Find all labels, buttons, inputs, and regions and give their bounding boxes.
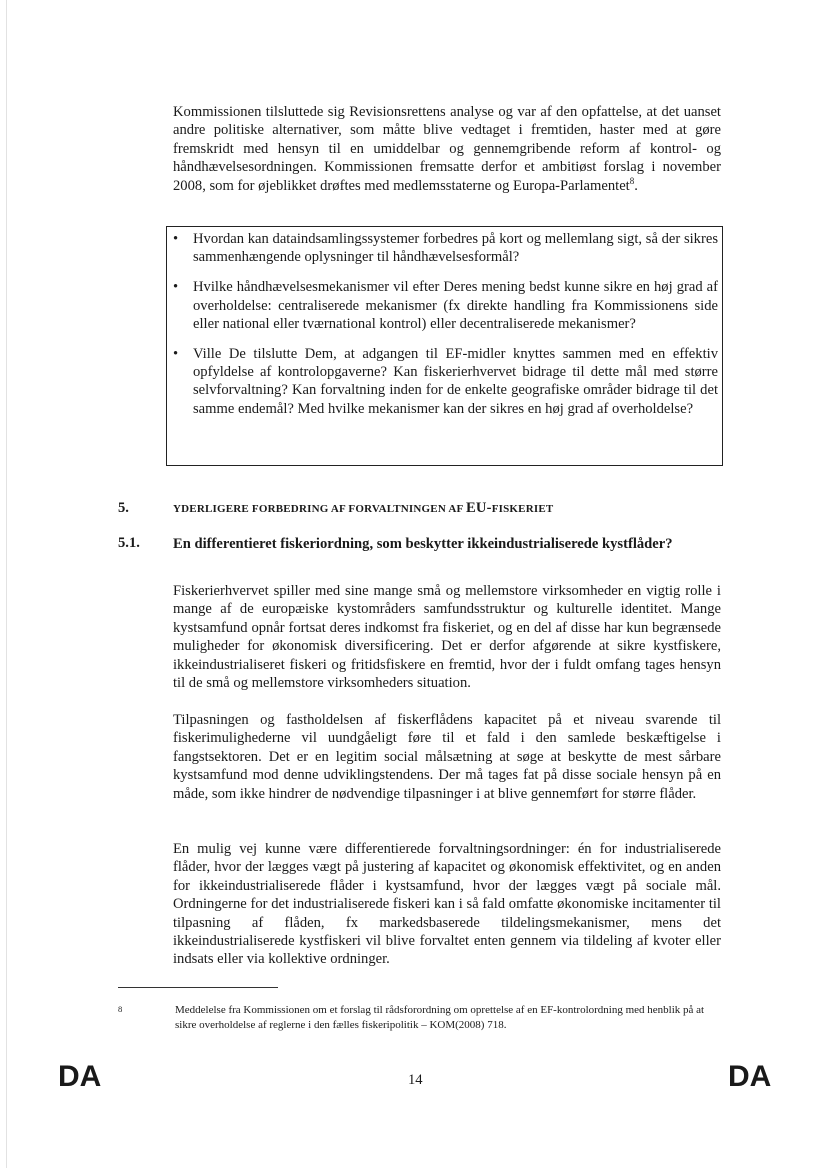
page-number: 14: [408, 1072, 423, 1088]
section-5-1-title: En differentieret fiskeriordning, som beskytter ikkeindustrialiserede kystflåder?: [173, 536, 673, 552]
question-text: Ville De tilslutte Dem, at adgangen til EF-midler knyttes sammen med en effektiv opfyldelse af kontrolopgaverne? Kan fiskerierhvervet bidrage til dette mål med større selvforvaltning? Kan forvaltning inden for de enkelte geografiske områder bidrage til det samme endemål? Med hvilke mekanismer kan der sikres en høj grad af overholdelse?: [193, 346, 718, 417]
bullet-icon: •: [173, 231, 179, 247]
body-paragraph: En mulig vej kunne være differentierede forvaltningsordninger: én for industrialiserede flåder, hvor der lægges vægt på justering af kapacitet og økonomisk effektivitet, og en anden for ikkeindustrialiserede flåder i kystsamfund, hvor der lægges vægt på sociale mål. Ordningerne for det industrialiserede fiskeri kan i så fald omfatte økonomiske incitamenter til tilpasning af flåden, fx markedsbaserede tildelingsmekanismer, mens det ikkeindustrialiserede kystfiskeri vil blive forvaltet enten gennem via tildeling af kvoter eller indsats eller via kollektive ordninger.: [173, 841, 721, 968]
intro-paragraph-text: Kommissionen tilsluttede sig Revisionsrettens analyse og var af den opfattelse, at det uanset andre politiske alternativer, som måtte blive vedtaget i fremtiden, haster med at gøre fremskridt med hensyn til en umiddelbar og gennemgribende reform af kontrol- og håndhævelsesordningen. Kommissionen fremsatte derfor et ambitiøst forslag i november 2008, som for øjeblikket drøftes med medlemsstaterne og Europa-Parlamentet: [173, 104, 721, 194]
footnote-divider: [118, 987, 278, 988]
section-5-1-number: 5.1.: [118, 535, 140, 551]
footnote-number: 8: [118, 1004, 123, 1014]
section-5-title-part: YDERLIGERE FORBEDRING AF FORVALTNINGEN AF: [173, 503, 466, 515]
section-5-title: [173, 500, 553, 517]
question-item: [173, 230, 718, 266]
language-code-right: DA: [728, 1060, 772, 1093]
section-5-title-part: FISKERIET: [491, 503, 554, 515]
question-item: [173, 278, 718, 333]
language-code-left: DA: [58, 1060, 102, 1093]
bullet-icon: •: [173, 279, 179, 296]
intro-paragraph: [173, 103, 721, 195]
bullet-icon: •: [173, 346, 179, 363]
section-5-number: 5.: [118, 500, 129, 516]
section-5-title-part: EU-: [465, 500, 492, 516]
intro-paragraph-end: .: [634, 177, 638, 194]
body-paragraph: Tilpasningen og fastholdelsen af fiskerflådens kapacitet på et niveau svarende til fiskerimulighederne vil uundgåeligt føre til et fald i den samlede beskæftigelse i fangstsektoren. Det er en legitim social målsætning at søge at beskytte de mest sårbare kystsamfund mod denne udviklingstendens. Der må tages fat på disse sociale hensyn på en måde, som ikke hindrer de nødvendige tilpasninger i at blive gennemført for større flåder.: [173, 712, 721, 802]
question-text: Hvordan kan dataindsamlingssystemer forbedres på kort og mellemlang sigt, så der sikres sammenhængende oplysninger til håndhævelsesformål?: [193, 231, 718, 266]
footnote-text: Meddelelse fra Kommissionen om et forslag til rådsforordning om oprettelse af en EF-kontrolordning med henblik på at sikre overholdelse af reglerne i den fælles fiskeripolitik – KOM(2008) 718.: [175, 1004, 705, 1031]
question-item: [173, 345, 718, 418]
body-paragraph: Fiskerierhvervet spiller med sine mange små og mellemstore virksomheder en vigtig rolle i mange af de europæiske kystområders samfundsstruktur og kulturelle identitet. Mange kystsamfund opnår fortsat deres indkomst fra fiskeriet, og en del af disse har kun begrænsede muligheder for økonomisk diversificering. Det er derfor afgørende at sikre kystfiskere, ikkeindustrialiseret fiskeri og fritidsfiskere en fremtid, hvor der i fuldt omfang tages hensyn til de små og mellemstore virksomheders situation.: [173, 583, 721, 692]
questions-box: [166, 226, 723, 466]
question-text: Hvilke håndhævelsesmekanismer vil efter Deres mening bedst kunne sikre en høj grad af overholdelse: centraliserede mekanismer (fx direkte handling fra Kommissionens side eller national eller tværnational kontrol) eller decentraliserede mekanismer?: [193, 279, 718, 332]
questions-list: [167, 227, 722, 418]
scan-edge-line: [6, 0, 7, 1168]
footnote-reference: 8: [629, 175, 635, 186]
